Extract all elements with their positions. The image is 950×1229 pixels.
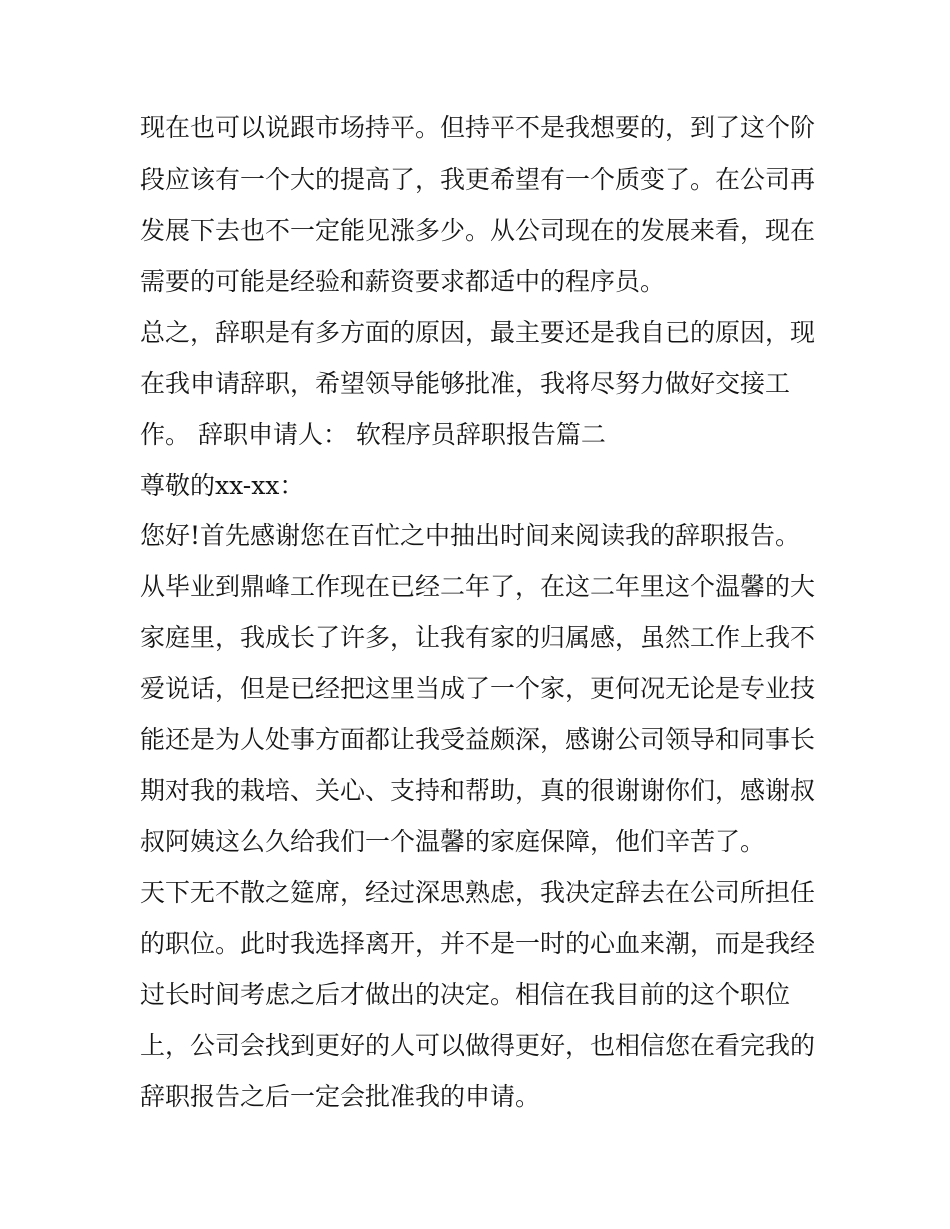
text-line: 您好!首先感谢您在百忙之中抽出时间来阅读我的辞职报告。: [140, 521, 801, 550]
text-line: 作。 辞职申请人： 软程序员辞职报告篇二: [140, 420, 606, 449]
text-line: 期对我的栽培、关心、支持和帮助，真的很谢谢你们，感谢叔: [140, 776, 816, 805]
text-line: 辞职报告之后一定会批准我的申请。: [140, 1082, 541, 1111]
text-line: 现在也可以说跟市场持平。但持平不是我想要的，到了这个阶: [140, 113, 816, 142]
text-line: 段应该有一个大的提高了，我更希望有一个质变了。在公司再: [140, 165, 816, 194]
text-line: 从毕业到鼎峰工作现在已经二年了，在这二年里这个温馨的大: [140, 572, 816, 601]
text-line: 发展下去也不一定能见涨多少。从公司现在的发展来看，现在: [140, 216, 816, 245]
text-line: 天下无不散之筵席，经过深思熟虑，我决定辞去在公司所担任: [140, 878, 816, 907]
text-line: 需要的可能是经验和薪资要求都适中的程序员。: [140, 267, 666, 296]
text-line: 爱说话，但是已经把这里当成了一个家，更何况无论是专业技: [140, 674, 816, 703]
text-line: 过长时间考虑之后才做出的决定。相信在我目前的这个职位: [140, 980, 791, 1009]
salutation: 尊敬的xx-xx：: [140, 471, 305, 500]
text-line: 总之，辞职是有多方面的原因，最主要还是我自已的原因，现: [140, 318, 816, 347]
text-line: 叔阿姨这么久给我们一个温馨的家庭保障，他们辛苦了。: [140, 827, 766, 856]
text-line: 在我申请辞职，希望领导能够批准，我将尽努力做好交接工: [140, 369, 791, 398]
text-line: 能还是为人处事方面都让我受益颇深，感谢公司领导和同事长: [140, 725, 816, 754]
text-line: 家庭里，我成长了许多，让我有家的归属感，虽然工作上我不: [140, 623, 816, 652]
text-line: 的职位。此时我选择离开，并不是一时的心血来潮，而是我经: [140, 929, 816, 958]
text-line: 上，公司会找到更好的人可以做得更好，也相信您在看完我的: [140, 1031, 816, 1060]
